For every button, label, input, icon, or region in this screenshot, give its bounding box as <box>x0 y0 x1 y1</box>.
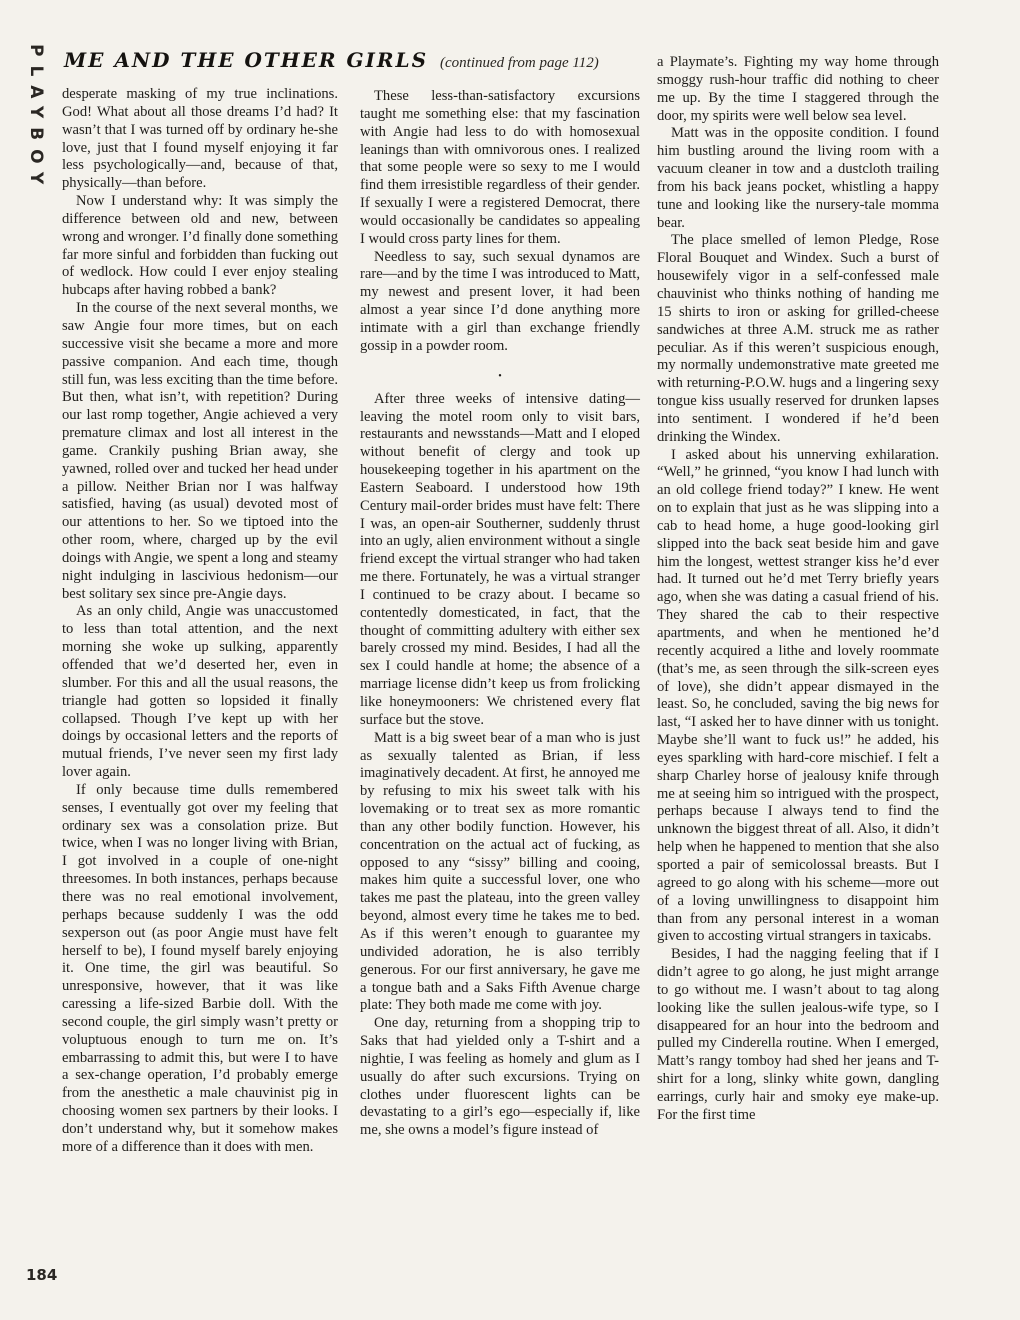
paragraph: a Playmate’s. Fighting my way home through smoggy rush-hour traffic did nothing to cheer me up. By the time I staggered through the door, my spirits were well below sea level. <box>657 54 939 124</box>
paragraph: Matt is a big sweet bear of a man who is just as sexually talented as Brian, if less imaginatively decadent. At first, he annoyed me by refusing to mix his sweet talk with his lovemaking or to treat sex as more romantic than any other bodily function. However, his concentration on the actual act of fucking, as opposed to any “sissy” billing and cooing, makes him quite a successful lover, one who takes me past the plateau, into the green valley beyond, almost every time he takes me to bed. As if this weren’t enough to guarantee my undivided adoration, he is also terribly generous. For our first anniversary, he gave me a tongue bath and a Saks Fifth Avenue charge plate: They both made me come with joy. <box>360 729 640 1014</box>
paragraph: These less-than-satisfactory excursions taught me something else: that my fascination with Angie had less to do with homosexual leanings than with omnivorous ones. I realized that some people were so sexy to me I would find them irresistible regardless of their gender. If sexually I were a registered Democrat, there would occasionally be candidates so appealing I would cross party lines for them. <box>360 88 640 247</box>
header-spacer <box>360 54 640 88</box>
article-title: ME AND THE OTHER GIRLS <box>64 48 429 72</box>
paragraph: Matt was in the opposite condition. I found him bustling around the living room with a vacuum cleaner in tow and a dustcloth trailing from his back jeans pocket, whistling a happy tune and looking like the nursery-tale momma bear. <box>657 125 939 231</box>
paragraph: desperate masking of my true inclinations. God! What about all those dreams I’d had? It wasn’t that I was turned off by ordinary he-she love, just that I found myself enjoying it far less psychologically—and, because of that, physically—than before. <box>62 86 338 192</box>
paragraph: I asked about his unnerving exhilaration. “Well,” he grinned, “you know I had lunch with an old college friend today?” I knew. He went on to explain that just as he was slipping into a cab to head home, a huge good-looking girl slipped into the back seat beside him and gave him the longest, wettest stranger kiss he’d ever had. It turned out he’d met Terry briefly years ago, when she was dating a casual friend of his. They shared the cab to their respective apartments, and when he mentioned he’d recently acquired a lithe and lovely roommate (that’s me, as seen through the silk-screen eyes of love), she didn’t appear dismayed in the least. So, he concluded, saving the big news for last, “I asked her to have dinner with us tonight. Maybe she’ll want to fuck us!” he added, his eyes sparkling with hard-core mischief. I felt a sharp Charley horse of jealousy knife through me at seeing him so intrigued with the prospect, perhaps because I always tend to find the unknown the biggest threat of all. Also, it didn’t help when he happened to mention that she also sported a pair of semicolossal breasts. But I agreed to go along with his scheme—more out of a loving unwillingness to disappoint him than from any personal interest in a woman given to accosting virtual strangers in taxicabs. <box>657 446 939 945</box>
page-number: 184 <box>26 1266 58 1284</box>
side-label-text: PLAYBOY <box>26 44 46 194</box>
paragraph: Besides, I had the nagging feeling that if I didn’t agree to go along, he just might arrange to go without me. I wasn’t about to tag along looking like the sullen jealous-wife type, so I disappeared for an hour into the bedroom and pulled my Cinderella routine. When I emerged, Matt’s rangy tomboy had shed her jeans and T-shirt for a long, slinky white gown, dangling earrings, curly hair and smoky eye make-up. For the first time <box>657 946 939 1123</box>
paragraph: After three weeks of intensive dating—leaving the motel room only to visit bars, restaurants and newsstands—Matt and I eloped without benefit of clergy and took up housekeeping together in his apartment on the Eastern Seaboard. I understood how 19th Century mail-order brides must have felt: There I was, an open-air Southerner, suddenly thrust into an ugly, alien environment without a single friend except the virtual stranger who had taken me there. Fortunately, he was a virtual stranger I continued to be crazy about. I became so contentedly domesticated, in fact, that the thought of committing adultery with either sex barely crossed my mind. Besides, I had all the sex I could handle at home; the absence of a marriage license didn’t keep us from frolicking like honeymooners: We christened every flat surface but the stove. <box>360 390 640 728</box>
text-column-1 <box>62 86 338 1157</box>
paragraph: If only because time dulls remembered senses, I eventually got over my feeling that ordinary sex was a consolation prize. But twice, when I was no longer living with Brian, I got involved in a couple of one-night threesomes. In both instances, perhaps because there was no real emotional involvement, perhaps because suddenly I was the odd sexperson out (as poor Angie must have felt herself to be), I found myself barely enjoying it. One time, the girl was beautiful. So unresponsive, however, that it was like caressing a life-sized Barbie doll. With the second couple, the girl simply wasn’t pretty or voluptuous enough to turn me on. It’s embarrassing to admit this, but were I to have a sex-change operation, I’d probably emerge from the anesthetic a male chauvinist pig in choosing women sex partners by their looks. I don’t understand why, but it somehow makes more of a difference than it does with men. <box>62 781 338 1155</box>
text-column-3 <box>657 54 939 1125</box>
paragraph: Needless to say, such sexual dynamos are rare—and by the time I was introduced to Matt, my newest and present lover, it had been almost a year since I’d done anything more intimate with a girl than exchange friendly gossip in a powder room. <box>360 248 640 354</box>
paragraph: The place smelled of lemon Pledge, Rose Floral Bouquet and Windex. Such a burst of housewifely vigor in a self-confessed male chauvinist who thinks nothing of handing me 15 shirts to iron or asking for grilled-cheese sandwiches at three A.M. struck me as rather peculiar. As if this weren’t suspicious enough, my normally undemonstrative mate greeted me with returning-P.O.W. hugs and a lingering sexy tongue kiss usually reserved for drunken lapses into sentiment. I wondered if he’d been drinking the Windex. <box>657 232 939 445</box>
continued-note: (continued from page 112) <box>440 55 599 71</box>
paragraph: Now I understand why: It was simply the difference between old and new, between wrong and wronger. I’d finally done something far more sinful and forbidden than fucking out of wedlock. How could I ever enjoy stealing hubcaps after having robbed a bank? <box>62 193 339 299</box>
text-column-2 <box>360 54 640 1140</box>
section-break: • <box>498 370 502 382</box>
paragraph: In the course of the next several months, we saw Angie four more times, but on each successive visit she became a more and more passive companion. And each time, though still fun, was less exciting than the time before. But then, what isn’t, with repetition? During our last romp together, Angie achieved a very premature climax and lost all interest in the game. Crankily pushing Brian away, she yawned, rolled over and tucked her head under a pillow. Neither Brian nor I was halfway satisfied, having (as usual) devoted most of our attentions to her. So we tiptoed into the other room, where, charged up by the evil doings with Angie, we spent a long and steamy night indulging in lascivious hedonism—our best solitary sex since pre-Angie days. <box>62 300 338 602</box>
paragraph: As an only child, Angie was unaccustomed to less than total attention, and the next morning she woke up sulking, apparently offended that we’d deserted her, even in slumber. For this and all the usual reasons, the triangle had gotten so lopsided it finally collapsed. Though I’ve kept up with her doings by occasional letters and the reports of mutual friends, I’ve never seen my first lady lover again. <box>62 603 338 781</box>
magazine-side-label <box>24 44 46 324</box>
paragraph: One day, returning from a shopping trip to Saks that had yielded only a T-shirt and a nightie, I was feeling as homely and glum as I usually do after such excursions. Trying on clothes under fluorescent lights can be devastating to a girl’s ego—especially if, like me, she owns a model’s figure instead of <box>360 1015 640 1139</box>
